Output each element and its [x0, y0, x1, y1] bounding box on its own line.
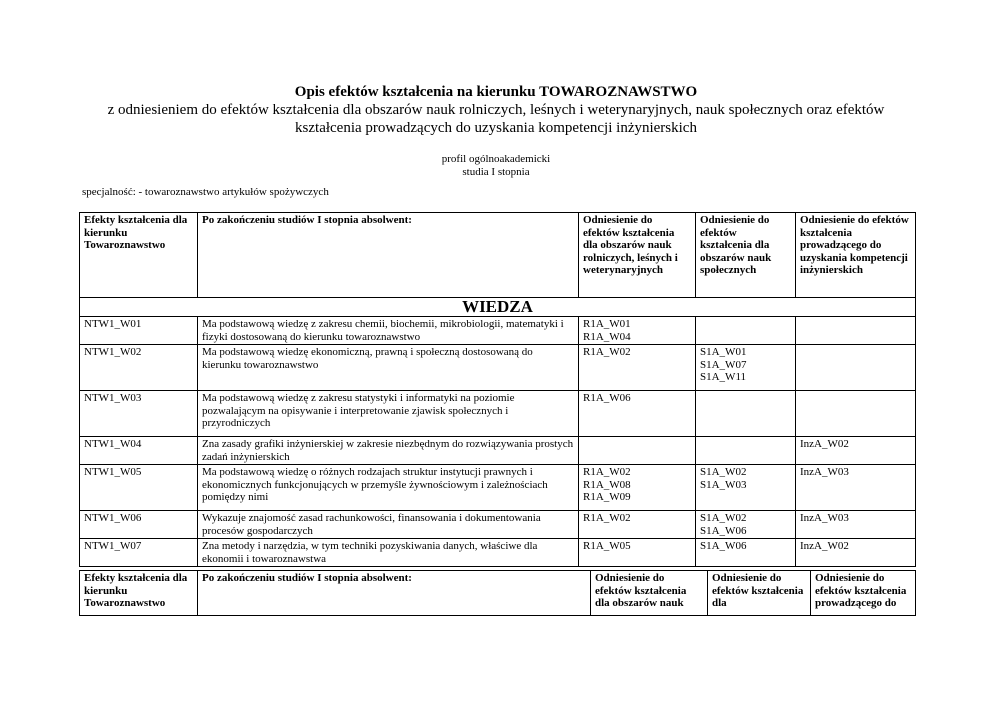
outcome-code: NTW1_W05: [80, 465, 198, 511]
agri-reference-cell: [579, 465, 696, 511]
engineering-reference-code: InzA_W02: [800, 540, 849, 552]
learning-outcomes-table: [79, 212, 916, 567]
table-row: [80, 539, 916, 567]
header-graduate: Po zakończeniu studiów I stopnia absolwent:: [198, 571, 591, 616]
header-engineering-reference: Odniesienie do efektów kształcenia prowadzącego do uzyskania kompetencji inżynierskich: [796, 213, 916, 298]
agri-reference-code: R1A_W05: [583, 540, 631, 552]
social-reference-cell: [696, 391, 796, 437]
outcome-code: NTW1_W03: [80, 391, 198, 437]
agri-reference-code: R1A_W02: [583, 466, 631, 478]
header-social-reference: Odniesienie do efektów kształcenia dla: [708, 571, 811, 616]
table-row: [80, 391, 916, 437]
header-agri-reference: Odniesienie do efektów kształcenia dla obszarów nauk: [591, 571, 708, 616]
agri-reference-code: R1A_W04: [583, 330, 631, 343]
outcome-description: Wykazuje znajomość zasad rachunkowości, finansowania i dokumentowania procesów gospodarczych: [198, 511, 579, 539]
social-reference-cell: [696, 437, 796, 465]
table-row: [80, 511, 916, 539]
header-agri-reference: Odniesienie do efektów kształcenia dla obszarów nauk rolniczych, leśnych i weterynaryjnych: [579, 213, 696, 298]
outcome-description: Ma podstawową wiedzę ekonomiczną, prawną i społeczną dostosowaną do kierunku towaroznawstwo: [198, 345, 579, 391]
table-row: [80, 465, 916, 511]
header-engineering-reference: Odniesienie do efektów kształcenia prowadzącego do: [811, 571, 916, 616]
section-title: WIEDZA: [80, 298, 916, 317]
social-reference-code: S1A_W03: [700, 478, 747, 491]
outcome-code: NTW1_W01: [80, 317, 198, 345]
header-outcomes: Efekty kształcenia dla kierunku Towaroznawstwo: [80, 213, 198, 298]
social-reference-code: S1A_W06: [700, 524, 747, 537]
section-row: [80, 298, 916, 317]
agri-reference-cell: [579, 539, 696, 567]
engineering-reference-cell: [796, 465, 916, 511]
social-reference-cell: [696, 345, 796, 391]
agri-reference-code: R1A_W01: [583, 318, 631, 330]
agri-reference-cell: [579, 391, 696, 437]
social-reference-cell: [696, 511, 796, 539]
outcome-description: Ma podstawową wiedzę z zakresu statystyki i informatyki na poziomie pozwalającym na opisywanie i interpretowanie zjawisk społecznych i przyrodniczych: [198, 391, 579, 437]
agri-reference-code: R1A_W08: [583, 478, 631, 491]
social-reference-cell: [696, 317, 796, 345]
document-title: Opis efektów kształcenia na kierunku TOWAROZNAWSTWO: [294, 84, 698, 100]
document-subtitle: z odniesieniem do efektów kształcenia dla obszarów nauk rolniczych, leśnych i weterynaryjnych, nauk społecznych oraz efektów kształcenia prowadzących do uzyskania kompetencji inżynierskich: [107, 102, 885, 136]
header-graduate: Po zakończeniu studiów I stopnia absolwent:: [198, 213, 579, 298]
agri-reference-cell: [579, 511, 696, 539]
social-reference-code: S1A_W02: [700, 466, 747, 478]
engineering-reference-cell: [796, 511, 916, 539]
agri-reference-code: R1A_W02: [583, 346, 631, 358]
agri-reference-code: R1A_W02: [583, 512, 631, 524]
table-row: [80, 317, 916, 345]
outcome-description: Zna metody i narzędzia, w tym techniki pozyskiwania danych, właściwe dla ekonomii i towaroznawstwa: [198, 539, 579, 567]
engineering-reference-cell: [796, 317, 916, 345]
engineering-reference-cell: [796, 437, 916, 465]
agri-reference-code: R1A_W06: [583, 392, 631, 404]
engineering-reference-cell: [796, 391, 916, 437]
outcome-code: NTW1_W04: [80, 437, 198, 465]
header-social-reference: Odniesienie do efektów kształcenia dla obszarów nauk społecznych: [696, 213, 796, 298]
social-reference-code: S1A_W02: [700, 512, 747, 524]
engineering-reference-cell: [796, 345, 916, 391]
agri-reference-cell: [579, 437, 696, 465]
profile-label: profil ogólnoakademicki: [441, 153, 551, 165]
outcome-code: NTW1_W06: [80, 511, 198, 539]
agri-reference-cell: [579, 345, 696, 391]
social-reference-code: S1A_W01: [700, 346, 747, 358]
table-header-row: [80, 571, 916, 616]
table-row: [80, 345, 916, 391]
outcome-code: NTW1_W02: [80, 345, 198, 391]
outcome-description: Zna zasady grafiki inżynierskiej w zakresie niezbędnym do rozwiązywania prostych zadań inżynierskich: [198, 437, 579, 465]
social-reference-code: S1A_W11: [700, 371, 747, 383]
agri-reference-cell: [579, 317, 696, 345]
social-reference-cell: [696, 465, 796, 511]
social-reference-code: S1A_W06: [700, 540, 747, 552]
header-outcomes: Efekty kształcenia dla kierunku Towaroznawstwo: [80, 571, 198, 616]
engineering-reference-cell: [796, 539, 916, 567]
table-header-row: [80, 213, 916, 298]
table-row: [80, 437, 916, 465]
specialty-label: specjalność: - towaroznawstwo artykułów spożywczych: [82, 186, 329, 198]
engineering-reference-code: InzA_W02: [800, 438, 849, 450]
level-label: studia I stopnia: [462, 166, 530, 178]
outcome-code: NTW1_W07: [80, 539, 198, 567]
social-reference-cell: [696, 539, 796, 567]
learning-outcomes-table-continued: [79, 570, 916, 616]
agri-reference-code: R1A_W09: [583, 491, 631, 503]
engineering-reference-code: InzA_W03: [800, 512, 849, 524]
outcome-description: Ma podstawową wiedzę o różnych rodzajach struktur instytucji prawnych i ekonomicznych funkcjonujących w przemyśle żywnościowym i zależnościach pomiędzy nimi: [198, 465, 579, 511]
outcome-description: Ma podstawową wiedzę z zakresu chemii, biochemii, mikrobiologii, matematyki i fizyki dostosowaną do kierunku towaroznawstwo: [198, 317, 579, 345]
engineering-reference-code: InzA_W03: [800, 466, 849, 478]
social-reference-code: S1A_W07: [700, 358, 747, 371]
